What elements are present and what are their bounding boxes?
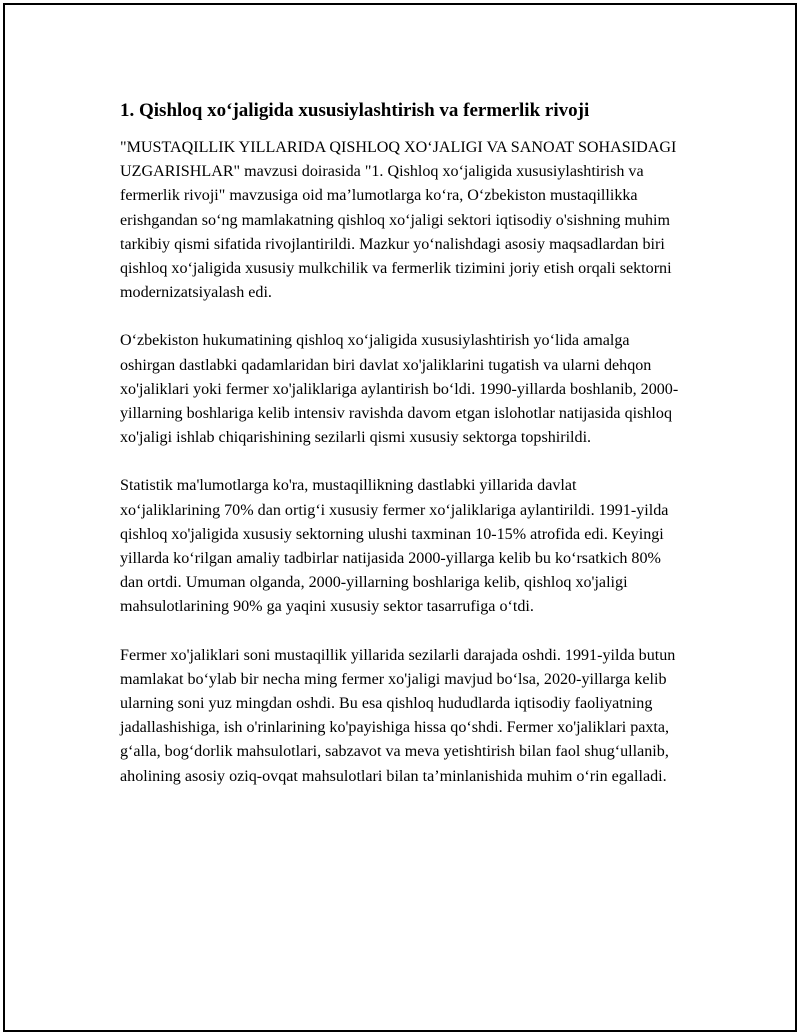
paragraph-1: "MUSTAQILLIK YILLARIDA QISHLOQ XO‘JALIGI VA SANOAT SOHASIDAGI UZGARISHLAR" mavzusi doirasida "1. Qishloq xo‘jaligida xususiylashtirish va fermerlik rivoji" mavzusiga oid ma’lumotlarga ko‘ra, O‘zbekiston mustaqillikka erishgandan so‘ng mamlakatning qishloq xo‘jaligi sektori iqtisodiy o'sishning muhim tarkibiy qismi sifatida rivojlantirildi. Mazkur yo‘nalishdagi asosiy maqsadlardan biri qishloq xo‘jaligida xususiy mulkchilik va fermerlik tizimini joriy etish orqali sektorni modernizatsiyalash edi. (120, 139, 677, 302)
document-body (120, 98, 680, 789)
page-frame (3, 3, 797, 1032)
paragraph-4: Fermer xo'jaliklari soni mustaqillik yillarida sezilarli darajada oshdi. 1991-yilda butun mamlakat bo‘ylab bir necha ming fermer xo'jaligi mavjud bo‘lsa, 2020-yillarga kelib ularning soni yuz mingdan oshdi. Bu esa qishloq hududlarda iqtisodiy faoliyatning jadallashishiga, ish o'rinlarining ko'payishiga hissa qo‘shdi. Fermer xo'jaliklari paxta, g‘alla, bog‘dorlik mahsulotlari, sabzavot va meva yetishtirish bilan faol shug‘ullanib, aholining asosiy oziq-ovqat mahsulotlari bilan ta’minlanishida muhim o‘rin egalladi. (120, 646, 676, 785)
section-heading: 1. Qishloq xo‘jaligida xususiylashtirish va fermerlik rivoji (120, 100, 590, 121)
paragraph-3: Statistik ma'lumotlarga ko'ra, mustaqillikning dastlabki yillarida davlat xo‘jaliklarining 70% dan ortig‘i xususiy fermer xo‘jaliklariga aylantirildi. 1991-yilda qishloq xo'jaligida xususiy sektorning ulushi taxminan 10-15% atrofida edi. Keyingi yillarda ko‘rilgan amaliy tadbirlar natijasida 2000-yillarga kelib bu ko‘rsatkich 80% dan ortdi. Umuman olganda, 2000-yillarning boshlariga kelib, qishloq xo'jaligi mahsulotlarining 90% ga yaqini xususiy sektor tasarrufiga o‘tdi. (120, 477, 669, 616)
paragraph-2: O‘zbekiston hukumatining qishloq xo‘jaligida xususiylashtirish yo‘lida amalga oshirgan dastlabki qadamlaridan biri davlat xo'jaliklarini tugatish va ularni dehqon xo'jaliklari yoki fermer xo'jaliklariga aylantirish bo‘ldi. 1990-yillarda boshlanib, 2000-yillarning boshlariga kelib intensiv ravishda davom etgan islohotlar natijasida qishloq xo'jaligi ishlab chiqarishining sezilarli qismi xususiy sektorga topshirildi. (120, 332, 679, 447)
